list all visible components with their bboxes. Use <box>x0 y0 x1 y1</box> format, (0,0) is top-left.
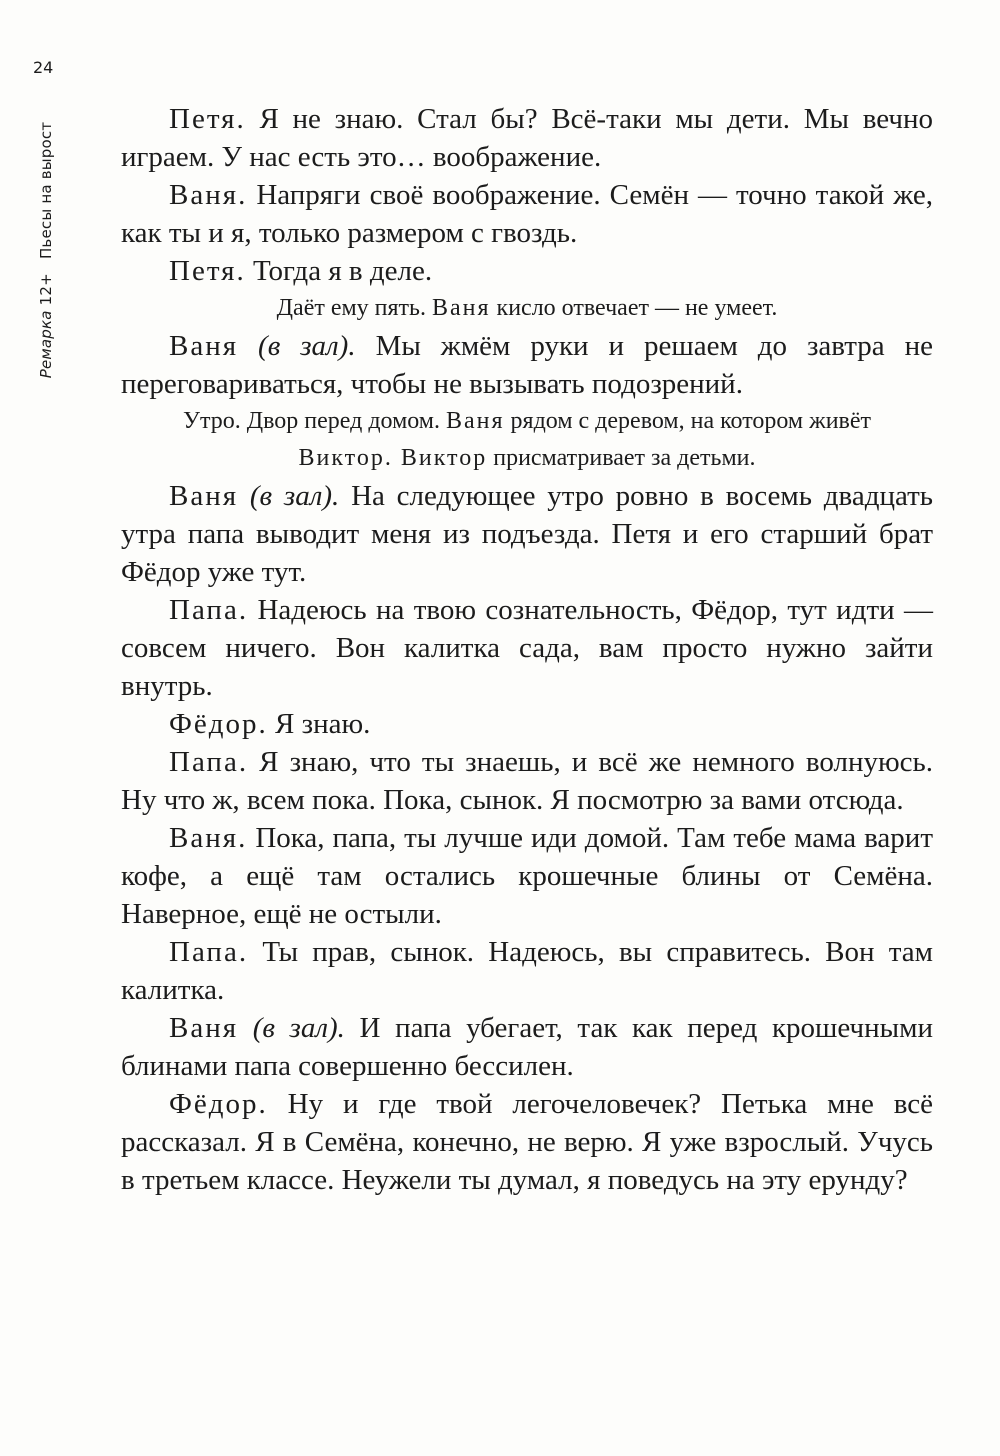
speech-line <box>121 591 933 705</box>
age-rating: 12+ <box>37 273 55 306</box>
speech-text: Надеюсь на твою сознательность, Фёдор, тут идти — совсем ничего. Вон калитка сада, вам просто нужно зайти внутрь. <box>121 594 934 702</box>
speech-line <box>121 252 933 290</box>
speaker-name: Ваня. <box>169 179 248 211</box>
stage-text: кисло отвечает — не умеет. <box>496 295 778 321</box>
stage-text: Утро. Двор перед домом. <box>182 408 440 434</box>
speech-line <box>121 477 933 591</box>
speaker-name: Ваня <box>169 1012 239 1044</box>
speech-line <box>121 176 933 252</box>
speech-line <box>121 1085 933 1199</box>
speech-line <box>121 1009 933 1085</box>
speaker-name: Папа. <box>169 936 249 968</box>
speaker-name: Папа. <box>169 594 249 626</box>
speaker-name: Ваня <box>169 480 239 512</box>
speaker-name: Петя. <box>169 103 246 135</box>
speech-text: Я знаю, что ты знаешь, и всё же немного волнуюсь. Ну что ж, всем пока. Пока, сынок. Я посмотрю за вами отсюда. <box>121 746 933 816</box>
speech-text: Тогда я в деле. <box>252 255 433 287</box>
stage-direction <box>121 290 933 327</box>
speaker-name: Ваня <box>446 408 505 434</box>
speaker-name: Ваня <box>169 330 239 362</box>
play-text <box>121 100 933 1199</box>
book-title: Пьесы на вырост <box>37 121 55 260</box>
stage-text: Даёт ему пять. <box>276 295 426 321</box>
speech-text: Ты прав, сынок. Надеюсь, вы справитесь. Вон там калитка. <box>121 936 934 1006</box>
speech-text: На следующее утро ровно в восемь двадцать утра папа выводит меня из подъезда. Петя и его старший брат Фёдор уже тут. <box>121 480 934 588</box>
page-number: 24 <box>33 58 54 77</box>
speech-line <box>121 933 933 1009</box>
running-head <box>37 122 55 379</box>
speech-line <box>121 100 933 176</box>
speech-text: Мы жмём руки и решаем до завтра не переговариваться, чтобы не вызывать подозрений. <box>121 330 933 400</box>
stage-text: рядом с деревом, на котором живёт <box>510 408 872 434</box>
stage-aside: (в зал). <box>252 1012 345 1044</box>
stage-aside: (в зал). <box>258 330 356 362</box>
stage-direction <box>121 403 933 477</box>
speech-text: Пока, папа, ты лучше иди домой. Там тебе мама варит кофе, а ещё там остались крошечные блины от Семёна. Наверное, ещё не остыли. <box>121 822 933 930</box>
speaker-name: Фёдор. <box>169 708 268 740</box>
speech-text: Я не знаю. Стал бы? Всё-таки мы дети. Мы вечно играем. У нас есть это… воображение. <box>121 103 934 173</box>
speaker-name: Ваня <box>432 295 491 321</box>
speech-line <box>121 705 933 743</box>
speaker-name: Петя. <box>169 255 246 287</box>
speech-text: И папа убегает, так как перед крошечными блинами папа совершенно бессилен. <box>121 1012 933 1082</box>
stage-aside: (в зал). <box>249 480 340 512</box>
speaker-name: Фёдор. <box>169 1088 268 1120</box>
speech-text: Ну и где твой легочеловечек? Петька мне всё рассказал. Я в Семёна, конечно, не верю. Я уже взрослый. Учусь в третьем классе. Неужели ты думал, я поведусь на эту ерунду? <box>121 1088 933 1196</box>
stage-text: присматривает за детьми. <box>493 445 756 471</box>
speech-text: Напряги своё воображение. Семён — точно такой же, как ты и я, только размером с гвоздь. <box>121 179 933 249</box>
speech-line <box>121 743 933 819</box>
speaker-name: Папа. <box>169 746 249 778</box>
series-name: Ремарка <box>37 310 55 379</box>
speech-line <box>121 327 933 403</box>
speaker-name: Виктор. Виктор <box>298 445 488 471</box>
speaker-name: Ваня. <box>169 822 248 854</box>
speech-text: Я знаю. <box>275 708 371 740</box>
speech-line <box>121 819 933 933</box>
